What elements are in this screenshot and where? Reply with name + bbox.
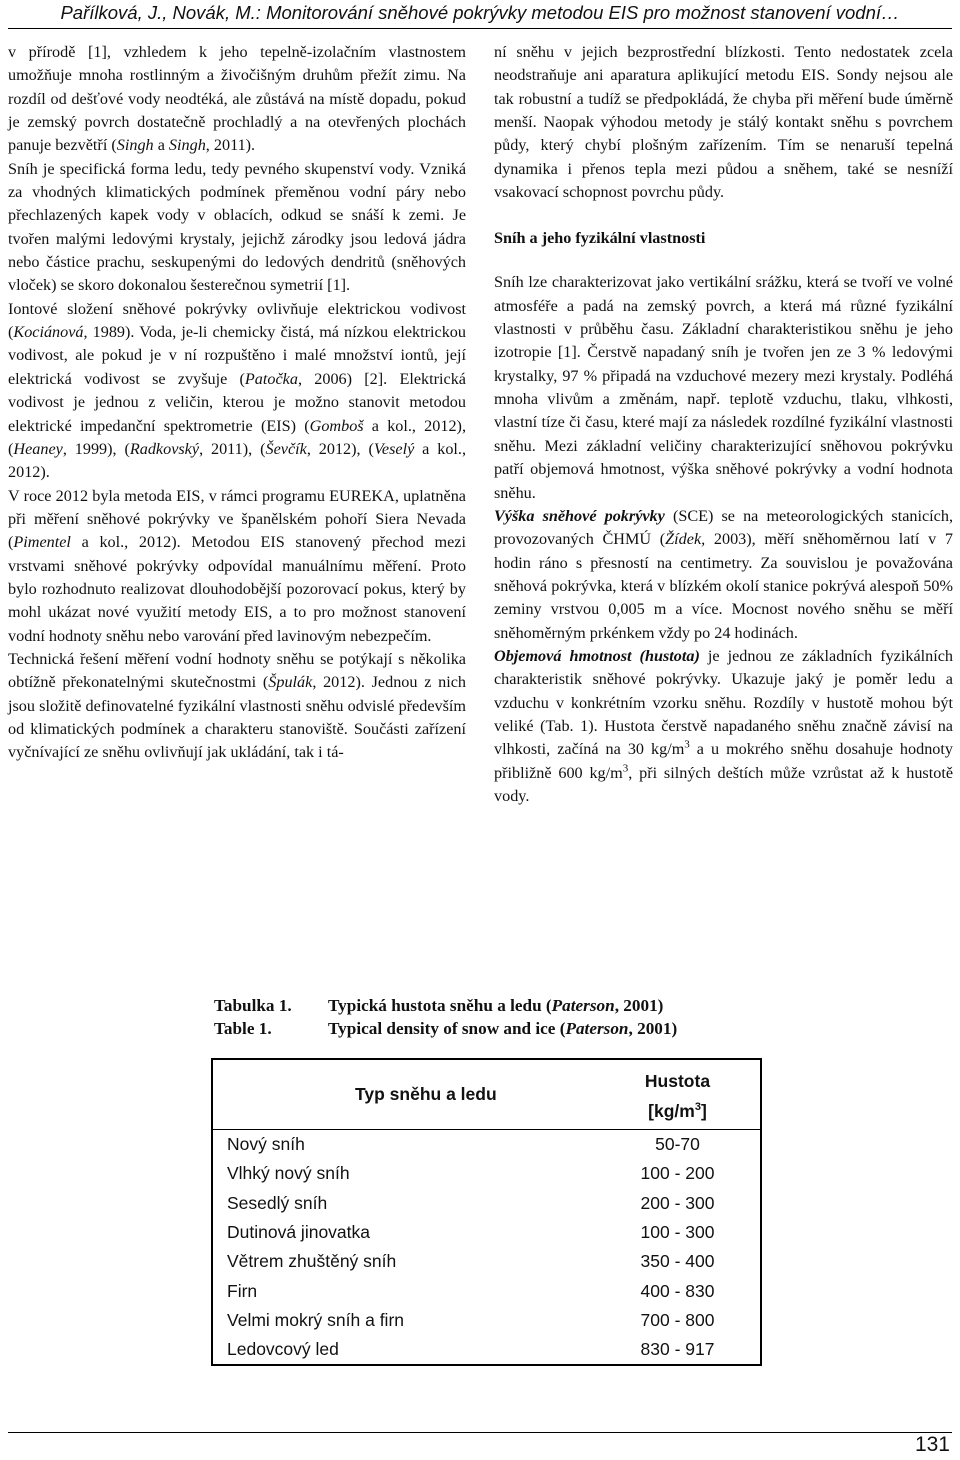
defined-term: Objemová hmotnost (hustota) bbox=[494, 646, 700, 665]
citation: Singh bbox=[168, 136, 206, 155]
defined-term: Výška sněhové pokrývky bbox=[494, 506, 665, 525]
citation: Ševčík bbox=[265, 439, 307, 458]
citation: Pimentel bbox=[13, 533, 71, 552]
running-header: Pařílková, J., Novák, M.: Monitorování sněhové pokrývky metodou EIS pro možnost stanovení vodní… bbox=[8, 0, 952, 29]
citation: Singh bbox=[116, 136, 154, 155]
paragraph: V roce 2012 byla metoda EIS, v rámci programu EUREKA, uplatněna při měření sněhové pokrývky ve španělském pohoří Siera Nevada (Pimentel a kol., 2012). Metodou EIS stanovený přechod mezi vrstvami sněhové pokrývky odpovídal manuálnímu měření. Proto bylo rozhodnuto realizovat dlouhodobější pozorovací pokus, který by mohl ukázat nové využití metody EIS, a to pro možnost stanovení vodní hodnoty sněhu nebo varování před lavinovým nebezpečím. bbox=[8, 486, 466, 645]
table-row: Ledovcový led 830 - 917 bbox=[227, 1339, 715, 1360]
citation: Patočka bbox=[244, 369, 298, 388]
paragraph: ní sněhu v jejich bezprostřední blízkosti. Tento nedostatek zcela neodstraňuje ani aparatura aplikující metodu EIS. Sondy nejsou ale tak robustní a tudíž se předpokládá, že chyba při měření bude úměrně menší. Naopak výhodou metody je stálý kontakt sněhu s povrchem půdy, který chybí plošným zařízením. Tím se nenaruší tepelná dynamika i přenos tepla mezi půdou a sněhem, také se nesníží vsakovací schopnost povrchu půdy. bbox=[494, 43, 953, 202]
table-row: Sesedlý sníh 200 - 300 bbox=[227, 1192, 715, 1213]
section-heading: Sníh a jeho fyzikální vlastnosti bbox=[494, 229, 706, 248]
caption-en: Table 1. Typical density of snow and ice (Paterson, 2001) bbox=[214, 1019, 678, 1038]
table-row: Nový sníh 50-70 bbox=[227, 1134, 700, 1155]
paragraph: Výška sněhové pokrývky (SCE) se na meteorologických stanicích, provozovaných ČHMÚ (Žídek, 2003), měří sněhoměrnou latí v 7 hodin ráno s přesností na centimetry. Za souvislou je považována sněhová pokrývka, která v blízkém okolí stanice pokrývá alespoň 50% zeminy vrstvou 0,005 m a více. Mocnost nového sněhu se měří sněhoměrným prkénkem vždy po 24 hodinách. bbox=[494, 506, 953, 642]
left-column bbox=[8, 41, 466, 765]
column-header-density: Hustota $[kg/m^3]$ bbox=[644, 1071, 711, 1121]
density-table-wrapper bbox=[211, 1058, 762, 1366]
caption-cz: Tabulka 1. Typická hustota sněhu a ledu (Paterson, 2001) bbox=[214, 996, 664, 1015]
citation: Paterson bbox=[565, 1019, 629, 1038]
table-caption bbox=[214, 994, 677, 1040]
citation: Kociánová bbox=[13, 323, 84, 342]
footer-rule bbox=[8, 1432, 952, 1433]
paragraph: v přírodě [1], vzhledem k jeho tepelně-izolačním vlastnostem umožňuje mnoha rostlinným a živočišným druhům přežít zimu. Na rozdíl od dešťové vody neodtéká, ale zůstává na místě dopadu, pokud je zemský povrch dostatečně prochladlý a na otevřených plochách panuje bezvětří (Singh a Singh, 2011). bbox=[8, 43, 466, 155]
table-row: Vlhký nový sníh 100 - 200 bbox=[227, 1163, 715, 1184]
citation: Žídek, bbox=[665, 530, 706, 549]
citation: Heaney bbox=[13, 439, 63, 458]
paragraph: Iontové složení sněhové pokrývky ovlivňuje elektrickou vodivost (Kociánová, 1989). Voda, je-li chemicky čistá, má nízkou elektrickou vodivost, ale pokud je v ní rozpuštěno i malé množství iontů, její elektrická vodivost se zvyšuje (Patočka, 2006) [2]. Elektrická vodivost je jednou z veličin, kterou je možno stanovit metodou elektrické impedanční spektrometrie (EIS) (Gomboš a kol., 2012), (Heaney, 1999), (Radkovský, 2011), (Ševčík, 2012), (Veselý a kol., 2012). bbox=[8, 299, 467, 482]
paragraph: Sníh lze charakterizovat jako vertikální srážku, která se tvoří ve volné atmosféře a padá na zemský povrch, a která má různé fyzikální vlastnosti v průběhu času. Základní charakteristikou sněhu je jeho izotropie [1]. Čerstvě napadaný sníh je tvořen jen ze 3 % ledovými krystalky, 97 % připadá na vzduchové mezery mezi krystaly. Podléhá mnoha vlivům a změnám, např. teplotě vzduchu, tlaku, vlhkosti, vlastní tíze či času, které mají za následek rozdílné fyzikální vlastnosti sněhu. Mezi základní veličiny charakterizující sněhovou pokrývku patří objemová hmotnost, výška sněhové pokrývky a vodní hodnota sněhu. bbox=[494, 273, 953, 502]
page-number: 131 bbox=[914, 1433, 950, 1456]
right-column bbox=[494, 41, 953, 808]
table-row: Dutinová jinovatka 100 - 300 bbox=[227, 1222, 715, 1243]
citation: Špulák bbox=[268, 673, 313, 692]
density-table bbox=[211, 1058, 762, 1366]
table-row: Velmi mokrý sníh a firn 700 - 800 bbox=[227, 1309, 715, 1330]
table-header-row bbox=[212, 1059, 761, 1130]
citation: Radkovský bbox=[129, 439, 200, 458]
citation: Veselý bbox=[373, 439, 415, 458]
column-header-type: Typ sněhu a ledu bbox=[355, 1084, 497, 1104]
citation: Paterson bbox=[551, 996, 615, 1015]
paragraph: Sníh je specifická forma ledu, tedy pevného skupenství vody. Vzniká za vhodných klimatických podmínek přeměnou vodní páry nebo přechlazených kapek vody v oblacích, odkud se snáší k zemi. Je tvořen malými ledovými krystaly, jejichž zárodky jsou ledová jádra nebo částice prachu, seskupenými do ledových dendritů (sněhových vloček) se skoro dokonalou šesterečnou symetrií [1]. bbox=[8, 159, 466, 295]
paragraph: Technická řešení měření vodní hodnoty sněhu se potýkají s několika obtížně překonatelnými skutečnostmi (Špulák, 2012). Jednou z nich jsou složitě definovatelné fyzikální vlastnosti sněhu odvislé především od klimatických podmínek a charakteru stanoviště. Součásti zařízení vyčnívající ze sněhu ovlivňují jak ukládání, tak i tá- bbox=[8, 649, 466, 762]
citation: Gomboš bbox=[309, 416, 364, 435]
table-row: Větrem zhuštěný sníh 350 - 400 bbox=[227, 1251, 715, 1272]
table-row: Firn 400 - 830 bbox=[227, 1280, 715, 1301]
paragraph: Objemová hmotnost (hustota) je jednou ze základních fyzikálních charakteristik sněhové pokrývky. Ukazuje jaký je poměr ledu a vzduchu v konkrétním vzorku sněhu. Rozdíly v hustotě mohou být veliké (Tab. 1). Hustota čerstvě napadaného sněhu značně závisí na vlhkosti, začíná na 30 $kg/m^3$ a u mokrého sněhu dosahuje hodnoty přibližně 600 $kg/m^3$, při silných deštích může vzrůstat až k hustotě vody. bbox=[494, 646, 954, 805]
